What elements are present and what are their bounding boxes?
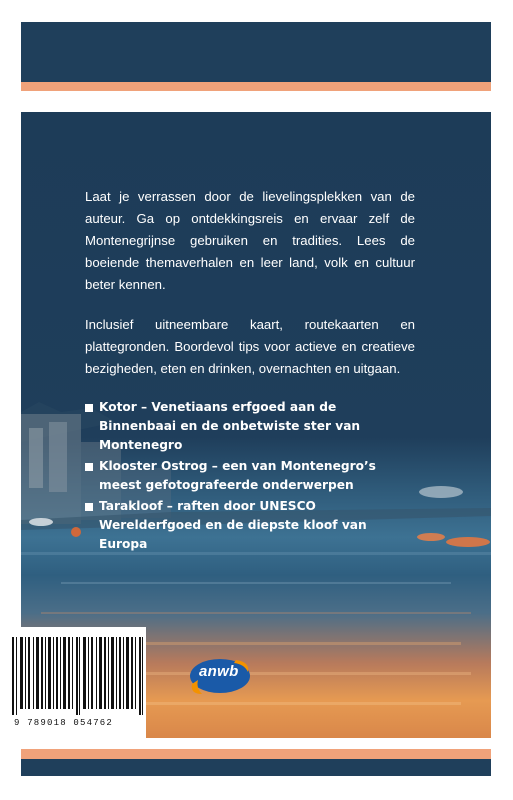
barcode-icon	[12, 637, 144, 715]
top-salmon-stripe	[21, 82, 491, 91]
bottom-navy-band	[21, 759, 491, 776]
bottom-salmon-stripe	[21, 749, 491, 759]
square-bullet-icon	[85, 463, 93, 471]
features-paragraph: Inclusief uitneembare kaart, routekaarten en plattegronden. Boordevol tips voor actieve en creatieve bezigheden, eten en drinken, overnachten en uitgaan.	[85, 317, 415, 376]
highlight-text: Kotor – Venetiaans erfgoed aan de Binnenbaai en de onbetwiste ster van Montenegro	[99, 400, 361, 452]
anwb-logo-text: anwb	[199, 663, 239, 680]
back-cover-text	[85, 186, 415, 556]
square-bullet-icon	[85, 404, 93, 412]
intro-paragraph: Laat je verrassen door de lievelingsplekken van de auteur. Ga op ontdekkingsreis en ervaar zelf de Montenegrijnse gebruiken en tradities. Lees de boeiende themaverhalen en leer land, volk en cultuur beter kennen.	[85, 189, 415, 292]
highlights-list	[85, 398, 415, 554]
highlight-item-kotor	[85, 398, 415, 455]
highlight-item-tara	[85, 497, 415, 554]
highlight-text: Klooster Ostrog – een van Montenegro’s meest gefotografeerde onderwerpen	[99, 459, 376, 492]
isbn-number: 9 789018 054762	[14, 718, 114, 728]
barcode-panel	[0, 627, 146, 740]
top-navy-band	[21, 22, 491, 82]
highlight-text: Tarakloof – raften door UNESCO Werelderfgoed en de diepste kloof van Europa	[99, 499, 367, 551]
highlight-item-ostrog	[85, 457, 415, 495]
square-bullet-icon	[85, 503, 93, 511]
